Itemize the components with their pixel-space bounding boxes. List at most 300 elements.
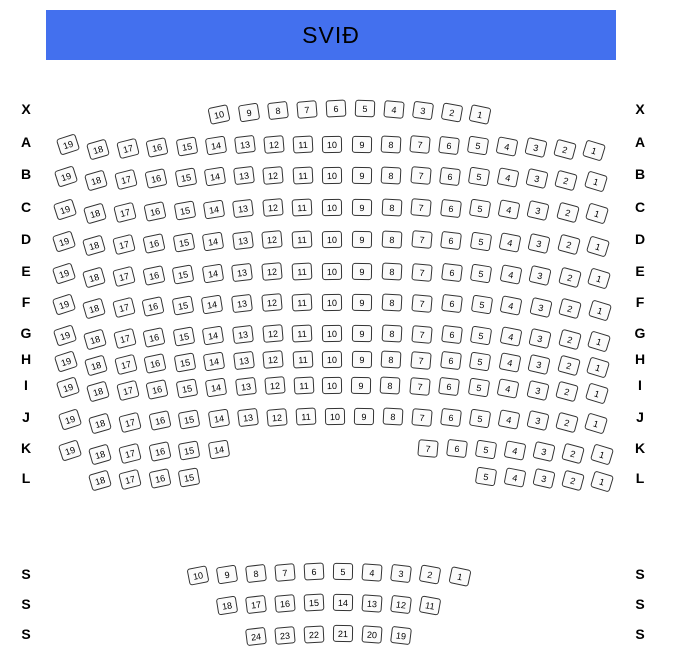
seat[interactable] xyxy=(419,564,442,584)
seat[interactable] xyxy=(554,170,578,192)
seat[interactable] xyxy=(56,376,80,398)
seat-number: 16 xyxy=(148,238,161,250)
seat[interactable] xyxy=(499,352,522,373)
seat[interactable] xyxy=(325,408,345,425)
seat[interactable] xyxy=(352,351,372,368)
seat[interactable] xyxy=(351,377,371,394)
seat[interactable] xyxy=(438,377,460,396)
seat[interactable] xyxy=(527,354,550,375)
seat[interactable] xyxy=(142,265,165,286)
seat[interactable] xyxy=(382,324,403,342)
row-label-right-f: F xyxy=(635,294,645,310)
seat[interactable] xyxy=(412,101,434,121)
seat-number: 19 xyxy=(63,413,77,427)
seat[interactable] xyxy=(528,265,551,286)
seat[interactable] xyxy=(322,325,342,342)
seat[interactable] xyxy=(112,266,136,287)
seat[interactable] xyxy=(500,326,523,347)
seat[interactable] xyxy=(411,408,432,427)
seat[interactable] xyxy=(245,627,267,646)
seat[interactable] xyxy=(187,565,210,586)
seat[interactable] xyxy=(558,298,582,320)
seat-number: 9 xyxy=(359,202,365,214)
seat[interactable] xyxy=(116,380,140,401)
seat[interactable] xyxy=(448,566,471,587)
seat[interactable] xyxy=(114,169,138,190)
seat-number: 2 xyxy=(569,475,577,487)
seat[interactable] xyxy=(233,351,255,370)
seat[interactable] xyxy=(176,378,199,398)
row-label-right-e: E xyxy=(635,263,645,279)
seat[interactable] xyxy=(264,376,285,395)
seat-number: 7 xyxy=(418,202,424,214)
seat-number: 19 xyxy=(63,444,77,458)
seat-number: 15 xyxy=(183,472,195,484)
seat[interactable] xyxy=(411,294,432,313)
seat[interactable] xyxy=(322,377,342,394)
seat[interactable] xyxy=(118,412,142,433)
seat[interactable] xyxy=(216,565,238,585)
seat[interactable] xyxy=(58,408,82,430)
seat[interactable] xyxy=(504,440,527,461)
seat[interactable] xyxy=(352,136,372,153)
seat[interactable] xyxy=(532,441,555,462)
seat[interactable] xyxy=(266,408,287,427)
seat[interactable] xyxy=(470,264,492,284)
stage-label: SVIÐ xyxy=(302,21,360,48)
seat[interactable] xyxy=(380,376,401,394)
seat[interactable] xyxy=(553,139,577,161)
seat[interactable] xyxy=(409,377,430,396)
seat[interactable] xyxy=(587,267,611,289)
seat[interactable] xyxy=(216,596,238,616)
seat[interactable] xyxy=(54,350,78,372)
seat[interactable] xyxy=(86,139,110,161)
seat[interactable] xyxy=(293,350,314,368)
seat[interactable] xyxy=(203,352,225,372)
seat[interactable] xyxy=(469,199,491,219)
row-label-left-a: A xyxy=(20,134,32,150)
seat[interactable] xyxy=(202,232,224,252)
seat-number: 4 xyxy=(505,414,513,426)
seat[interactable] xyxy=(113,202,137,223)
seat[interactable] xyxy=(82,267,106,289)
seat[interactable] xyxy=(352,325,372,342)
seat[interactable] xyxy=(322,199,342,216)
seat[interactable] xyxy=(584,170,608,192)
seat[interactable] xyxy=(419,595,442,615)
seat[interactable] xyxy=(590,443,614,465)
seat[interactable] xyxy=(558,329,582,351)
seat[interactable] xyxy=(304,625,325,643)
seat-number: 11 xyxy=(301,411,311,423)
seat[interactable] xyxy=(585,382,609,404)
seat[interactable] xyxy=(262,350,283,369)
seat[interactable] xyxy=(352,294,372,311)
row-label-right-b: B xyxy=(634,166,646,182)
seat[interactable] xyxy=(145,379,168,400)
seat[interactable] xyxy=(293,135,314,153)
seat[interactable] xyxy=(292,198,313,216)
seat[interactable] xyxy=(178,440,201,460)
seat[interactable] xyxy=(440,351,462,370)
seat[interactable] xyxy=(172,264,195,284)
seat[interactable] xyxy=(296,407,317,425)
row-label-right-s1: S xyxy=(635,566,645,582)
seat[interactable] xyxy=(497,378,520,399)
seat[interactable] xyxy=(355,100,376,118)
seat[interactable] xyxy=(440,199,462,218)
seat[interactable] xyxy=(555,412,579,434)
seat[interactable] xyxy=(361,625,382,643)
seat[interactable] xyxy=(354,408,374,425)
seat[interactable] xyxy=(382,262,403,280)
seat[interactable] xyxy=(411,263,432,282)
seat[interactable] xyxy=(469,352,491,372)
seat[interactable] xyxy=(471,295,493,315)
seat-number: 7 xyxy=(419,234,425,246)
seat[interactable] xyxy=(475,440,497,460)
seat-number: 15 xyxy=(179,205,191,217)
seat-number: 10 xyxy=(326,139,338,151)
seat-number: 4 xyxy=(505,204,513,216)
seat-number: 2 xyxy=(564,207,572,219)
seat[interactable] xyxy=(526,410,549,431)
seat[interactable] xyxy=(262,166,283,185)
seat-number: 14 xyxy=(210,140,222,152)
seat[interactable] xyxy=(500,264,523,285)
seat[interactable] xyxy=(293,166,314,184)
seat[interactable] xyxy=(441,294,463,313)
seat[interactable] xyxy=(84,170,108,192)
seat[interactable] xyxy=(208,440,230,460)
seat[interactable] xyxy=(417,439,438,458)
seat[interactable] xyxy=(410,198,431,217)
seat[interactable] xyxy=(381,350,402,368)
seat[interactable] xyxy=(441,263,463,282)
seat[interactable] xyxy=(83,203,107,225)
seat[interactable] xyxy=(527,233,550,254)
seat-number: 4 xyxy=(503,141,511,153)
seat[interactable] xyxy=(82,298,106,320)
seat[interactable] xyxy=(352,231,372,248)
row-label-left-k: K xyxy=(20,440,32,456)
seat[interactable] xyxy=(588,299,612,321)
seat-number: 4 xyxy=(507,300,515,312)
seat[interactable] xyxy=(410,351,431,370)
seat[interactable] xyxy=(52,293,76,315)
seat[interactable] xyxy=(352,263,372,280)
seat[interactable] xyxy=(232,199,254,218)
seat[interactable] xyxy=(584,412,608,434)
seat-number: 18 xyxy=(93,448,107,462)
seat[interactable] xyxy=(390,595,412,614)
seat[interactable] xyxy=(497,167,520,188)
seat[interactable] xyxy=(237,408,259,427)
seat-number: 9 xyxy=(361,411,367,423)
seat[interactable] xyxy=(529,297,552,318)
seat[interactable] xyxy=(261,293,282,312)
seat[interactable] xyxy=(361,594,382,612)
seat[interactable] xyxy=(261,262,282,281)
seat[interactable] xyxy=(561,470,585,492)
seat[interactable] xyxy=(468,167,490,187)
seat[interactable] xyxy=(586,356,610,378)
seat-number: 2 xyxy=(566,272,574,284)
seat-number: 17 xyxy=(120,173,133,187)
seat[interactable] xyxy=(411,230,432,249)
seat[interactable] xyxy=(234,135,256,154)
seat[interactable] xyxy=(390,626,412,645)
seat[interactable] xyxy=(52,230,76,252)
seat[interactable] xyxy=(381,166,402,184)
seat[interactable] xyxy=(557,355,581,377)
seat[interactable] xyxy=(176,136,199,156)
seat[interactable] xyxy=(113,328,137,349)
seat-number: 19 xyxy=(59,355,73,369)
seat[interactable] xyxy=(292,230,313,248)
seat[interactable] xyxy=(383,100,404,119)
seat-number: 12 xyxy=(267,354,279,366)
seat[interactable] xyxy=(233,166,255,185)
seat[interactable] xyxy=(586,235,610,257)
seat[interactable] xyxy=(232,325,254,344)
seat[interactable] xyxy=(582,139,606,161)
seat-number: 4 xyxy=(506,357,514,369)
seat[interactable] xyxy=(470,232,492,252)
seat[interactable] xyxy=(86,381,110,403)
seat[interactable] xyxy=(231,263,253,282)
seat[interactable] xyxy=(144,168,167,189)
seat[interactable] xyxy=(52,262,76,284)
seat[interactable] xyxy=(178,409,201,429)
seat[interactable] xyxy=(382,198,403,216)
seat[interactable] xyxy=(205,136,227,156)
seat[interactable] xyxy=(296,100,317,119)
seat[interactable] xyxy=(585,202,609,224)
seat[interactable] xyxy=(326,99,347,117)
stage-banner xyxy=(46,10,616,60)
seat[interactable] xyxy=(56,133,80,155)
seat[interactable] xyxy=(304,593,325,611)
seat[interactable] xyxy=(262,324,283,343)
seat[interactable] xyxy=(411,325,432,344)
seat[interactable] xyxy=(292,262,313,280)
seat[interactable] xyxy=(88,470,112,492)
seat[interactable] xyxy=(173,232,196,252)
seat[interactable] xyxy=(525,168,548,189)
seat[interactable] xyxy=(475,467,497,487)
seat[interactable] xyxy=(114,354,138,375)
seat[interactable] xyxy=(294,376,315,394)
seat-number: 8 xyxy=(252,568,260,580)
seat[interactable] xyxy=(238,103,260,123)
seat-number: 5 xyxy=(477,236,485,248)
seat-number: 14 xyxy=(213,413,225,425)
seat[interactable] xyxy=(322,231,342,248)
seat[interactable] xyxy=(148,468,171,489)
seat[interactable] xyxy=(526,380,549,401)
seat[interactable] xyxy=(322,167,342,184)
seat[interactable] xyxy=(441,325,463,344)
seat[interactable] xyxy=(82,235,106,257)
seat[interactable] xyxy=(261,230,282,249)
seat-number: 3 xyxy=(532,142,540,154)
seat-number: 1 xyxy=(597,449,606,461)
seat[interactable] xyxy=(361,563,382,581)
seat[interactable] xyxy=(499,232,522,253)
seat[interactable] xyxy=(245,564,267,583)
seat[interactable] xyxy=(58,439,82,461)
seat[interactable] xyxy=(556,202,580,224)
seat[interactable] xyxy=(145,137,168,158)
seat[interactable] xyxy=(500,295,523,316)
seat[interactable] xyxy=(88,444,112,466)
seat-number: 1 xyxy=(597,476,606,488)
seat[interactable] xyxy=(118,469,142,490)
seat[interactable] xyxy=(382,230,403,248)
seat[interactable] xyxy=(174,352,197,372)
row-label-left-f: F xyxy=(21,294,31,310)
seat-number: 12 xyxy=(266,266,278,278)
seat[interactable] xyxy=(274,563,295,582)
seat[interactable] xyxy=(54,165,78,187)
seat[interactable] xyxy=(172,295,195,315)
seat-number: 14 xyxy=(206,299,218,311)
seat[interactable] xyxy=(205,378,227,398)
seat-number: 7 xyxy=(304,104,310,116)
seat[interactable] xyxy=(148,441,171,462)
seat[interactable] xyxy=(232,231,254,250)
seat[interactable] xyxy=(118,443,142,464)
seat[interactable] xyxy=(587,330,611,352)
seat[interactable] xyxy=(468,104,491,125)
seat-number: 11 xyxy=(298,139,308,151)
seat[interactable] xyxy=(440,231,462,250)
seat[interactable] xyxy=(142,233,165,254)
seat-number: 7 xyxy=(419,298,425,310)
seat[interactable] xyxy=(207,104,230,125)
seat[interactable] xyxy=(446,439,468,458)
seat-number: 13 xyxy=(236,267,248,279)
seat[interactable] xyxy=(274,626,295,645)
seat[interactable] xyxy=(498,409,521,430)
seat[interactable] xyxy=(352,167,372,184)
seat[interactable] xyxy=(142,327,165,348)
seat[interactable] xyxy=(381,135,402,153)
seat-number: 5 xyxy=(475,382,483,394)
seat[interactable] xyxy=(528,328,551,349)
seat[interactable] xyxy=(143,353,166,374)
seat[interactable] xyxy=(235,377,257,396)
seat[interactable] xyxy=(383,407,404,425)
seat[interactable] xyxy=(439,167,461,186)
seat[interactable] xyxy=(557,234,581,256)
seat[interactable] xyxy=(83,329,107,351)
seat[interactable] xyxy=(382,293,403,311)
seat[interactable] xyxy=(143,201,166,222)
seat[interactable] xyxy=(112,297,136,318)
seat[interactable] xyxy=(202,326,224,346)
seat[interactable] xyxy=(333,563,353,580)
seat[interactable] xyxy=(498,199,521,220)
seat[interactable] xyxy=(333,625,353,642)
seat[interactable] xyxy=(555,381,579,403)
seat[interactable] xyxy=(409,135,430,154)
seat[interactable] xyxy=(410,166,431,185)
seat[interactable] xyxy=(526,200,549,221)
seat[interactable] xyxy=(116,138,140,159)
seat[interactable] xyxy=(245,595,267,614)
seat[interactable] xyxy=(322,351,342,368)
seat[interactable] xyxy=(148,410,171,431)
seat[interactable] xyxy=(322,294,342,311)
seat[interactable] xyxy=(202,264,224,284)
seat[interactable] xyxy=(468,378,490,398)
seat[interactable] xyxy=(175,167,198,187)
seat-number: 3 xyxy=(536,333,544,345)
seat[interactable] xyxy=(263,135,284,154)
seat[interactable] xyxy=(441,102,464,122)
seat[interactable] xyxy=(292,293,313,311)
seat[interactable] xyxy=(496,136,519,157)
seat[interactable] xyxy=(203,200,225,220)
seat-number: 13 xyxy=(237,235,249,247)
seat[interactable] xyxy=(322,263,342,280)
seat[interactable] xyxy=(53,198,77,220)
seat-number: 5 xyxy=(476,413,484,425)
seat[interactable] xyxy=(141,296,164,317)
seat-number: 2 xyxy=(448,107,456,119)
seat[interactable] xyxy=(532,468,555,489)
seat[interactable] xyxy=(231,294,253,313)
seat[interactable] xyxy=(504,467,527,488)
seat[interactable] xyxy=(469,409,491,429)
seat[interactable] xyxy=(173,326,196,346)
seat-number: 1 xyxy=(595,305,604,317)
seat[interactable] xyxy=(208,409,230,429)
seat[interactable] xyxy=(561,443,585,465)
seat[interactable] xyxy=(467,136,489,156)
seat[interactable] xyxy=(267,101,289,120)
seat[interactable] xyxy=(84,355,108,377)
seat-number: 19 xyxy=(58,203,72,217)
seat-number: 6 xyxy=(447,412,455,424)
seat[interactable] xyxy=(112,234,136,255)
seat[interactable] xyxy=(558,267,582,289)
seat[interactable] xyxy=(204,167,226,187)
seat[interactable] xyxy=(178,467,201,487)
seat[interactable] xyxy=(590,470,614,492)
seat-number: 8 xyxy=(389,266,395,278)
seat[interactable] xyxy=(274,594,295,613)
seat[interactable] xyxy=(292,324,313,342)
seat[interactable] xyxy=(333,594,353,611)
seat[interactable] xyxy=(524,137,547,158)
seat[interactable] xyxy=(390,564,412,583)
seat[interactable] xyxy=(53,324,77,346)
seat[interactable] xyxy=(470,326,492,346)
seat[interactable] xyxy=(262,198,283,217)
seat[interactable] xyxy=(88,413,112,435)
seat[interactable] xyxy=(352,199,372,216)
seat[interactable] xyxy=(304,562,325,580)
seat[interactable] xyxy=(438,136,460,155)
seat[interactable] xyxy=(174,200,197,220)
seat[interactable] xyxy=(201,295,223,315)
seat[interactable] xyxy=(440,408,462,427)
seat[interactable] xyxy=(322,136,342,153)
